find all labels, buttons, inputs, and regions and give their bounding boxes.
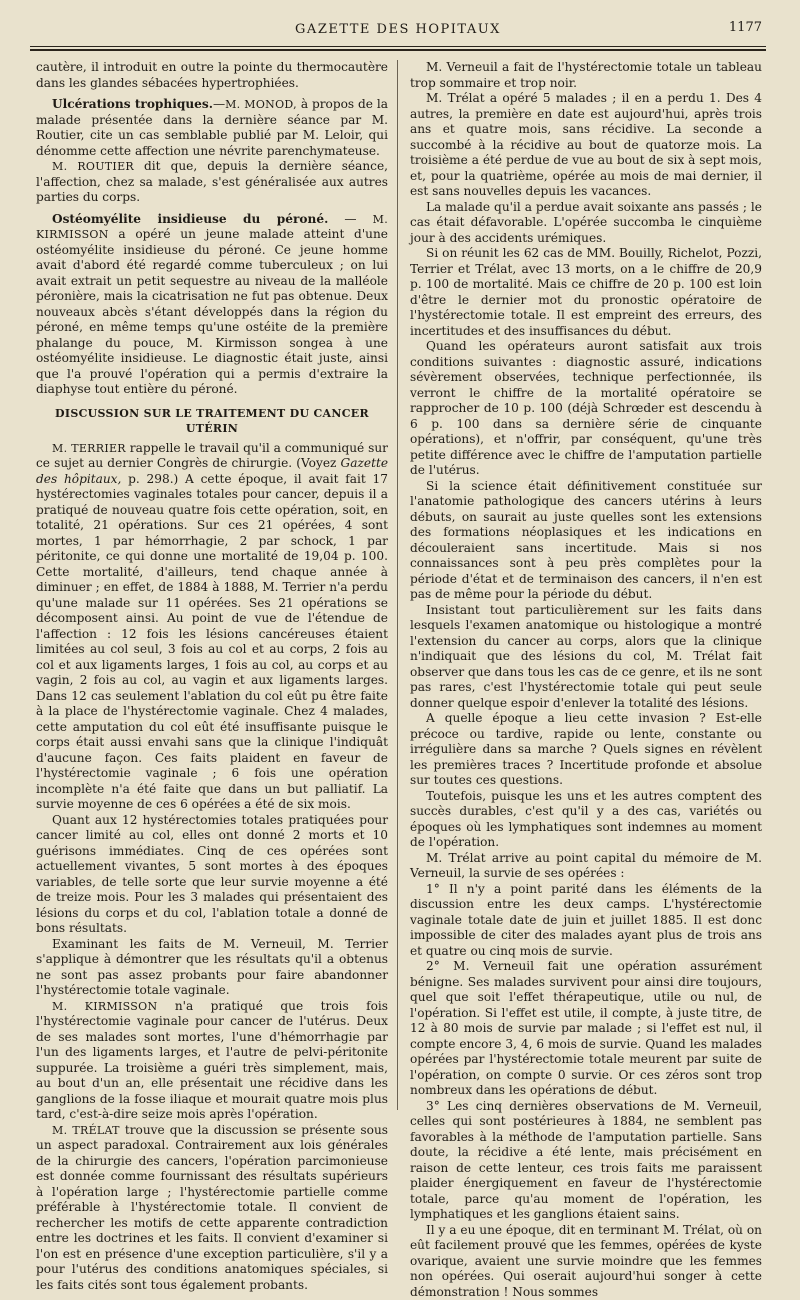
paragraph: La malade qu'il a perdue avait soixante ans passés ; le cas était défavorable. L'opérée succomba le cinquième jour à des accidents urémiques.: [410, 200, 762, 247]
left-column: [36, 60, 388, 1293]
section-title: Ostéomyélite insidieuse du péroné.: [52, 212, 328, 226]
page-number: 1177: [729, 20, 762, 35]
speaker-name: M. ROUTIER: [52, 160, 134, 173]
paragraph: Examinant les faits de M. Verneuil, M. Terrier s'applique à démontrer que les résultats qu'il a obtenus ne sont pas assez probants pour faire abandonner l'hystérectomie totale vaginale.: [36, 937, 388, 999]
trelat-paragraph: M. TRÉLAT trouve que la discussion se présente sous un aspect paradoxal. Contrairement aux lois générales de la chirurgie des cancers, l'opération parcimonieuse est donnée comme fournissant des résultats supérieurs à l'opération large ; l'hystérectomie partielle comme préférable à l'hystérectomie totale. Il convient de rechercher les motifs de cette apparente contradiction entre les doctrines et les faits. Il convient d'examiner si l'on est en présence d'une exception particulière, s'il y a pour l'utérus des conditions anatomiques spéciales, si les faits cités sont tous également probants.: [36, 1123, 388, 1294]
paragraph: 1° Il n'y a point parité dans les éléments de la discussion entre les deux camps. L'hystérectomie vaginale totale date de juin et juillet 1885. Il est donc impossible de citer des malades ayant plus de trois ans et quatre ou cinq mois de survie.: [410, 882, 762, 960]
paragraph: Quant aux 12 hystérectomies totales pratiquées pour cancer limité au col, elles ont donné 2 morts et 10 guérisons immédiates. Cinq de ces opérées sont actuellement vivantes, 5 sont mortes à des époques variables, de telle sorte que leur survie moyenne a été de treize mois. Pour les 3 malades qui présentaient des lésions du corps et du col, l'ablation totale a donné de bons résultats.: [36, 813, 388, 937]
paragraph: 3° Les cinq dernières observations de M. Verneuil, celles qui sont postérieures à 1884, ne semblent pas favorables à la méthode de l'amputation partielle. Sans doute, la récidive a été lente, mais précisément en raison de cette lenteur, ces trois faits me paraissent plaider énergiquement en faveur de l'hystérectomie totale, parce qu'au moment de l'opération, les lymphatiques et les ganglions étaient sains.: [410, 1099, 762, 1223]
header-rule-thick: [30, 49, 766, 51]
paragraph: Si la science était définitivement constituée sur l'anatomie pathologique des cancers utérins à leurs débuts, on saurait au juste quelles sont les extensions des formations néoplasiques et les indications en découleraient sans incertitude. Mais si nos connaissances sont à peu près complètes pour la période d'état et de terminaison des cancers, il n'en est pas de même pour la période du début.: [410, 479, 762, 603]
speaker-name: M. TRÉLAT: [52, 1124, 120, 1137]
routier-paragraph: M. ROUTIER dit que, depuis la dernière séance, l'affection, chez sa malade, s'est généralisée aux autres parties du corps.: [36, 159, 388, 206]
speaker-name: M. KIRMISSON: [36, 213, 388, 242]
paragraph: M. Verneuil a fait de l'hystérectomie totale un tableau trop sommaire et trop noir.: [410, 60, 762, 91]
speaker-name: M. TERRIER: [52, 442, 126, 455]
osteomyelite-paragraph: Ostéomyélite insidieuse du péroné. — M. KIRMISSON a opéré un jeune malade atteint d'une ostéomyélite insidieuse du péroné. Ce jeune homme avait d'abord été regardé comme tuberculeux ; on lui avait extrait un petit sequestre au niveau de la malléole péronière, mais la cicatrisation ne fut pas obtenue. Deux nouveaux abcès s'étant développés dans la région du péroné, en même temps qu'une ostéite de la première phalange du pouce, M. Kirmisson songea à une ostéomyélite insidieuse. Le diagnostic était juste, ainsi que l'a prouvé l'opération qui a permis d'extraire la diaphyse tout entière du péroné.: [36, 212, 388, 398]
speaker-name: M. MONOD,: [225, 98, 297, 111]
paragraph: Toutefois, puisque les uns et les autres comptent des succès durables, c'est qu'il y a des cas, variétés ou époques où les lymphatiques sont indemnes au moment de l'opération.: [410, 789, 762, 851]
column-divider: [397, 60, 398, 1110]
page-header: [30, 18, 766, 44]
header-rule-thin: [30, 46, 766, 47]
journal-reference: Gazette des hôpitaux,: [36, 456, 388, 486]
ulcerations-paragraph: Ulcérations trophiques.—M. MONOD, à propos de la malade présentée dans la dernière séance par M. Routier, cite un cas semblable publié par M. Leloir, qui dénomme cette affection une névrite parenchymateuse.: [36, 97, 388, 159]
running-title: GAZETTE DES HOPITAUX: [30, 22, 766, 37]
section-title: Ulcérations trophiques.: [52, 97, 213, 111]
paragraph: Il y a eu une époque, dit en terminant M. Trélat, où on eût facilement prouvé que les femmes, opérées de kyste ovarique, avaient une survie moindre que les femmes non opérées. Qui oserait aujourd'hui songer à cette démonstration ! Nous sommes: [410, 1223, 762, 1300]
speaker-name: M. KIRMISSON: [52, 1000, 157, 1013]
paragraph: cautère, il introduit en outre la pointe du thermocautère dans les glandes sébacées hypertrophiées.: [36, 60, 388, 91]
section-heading: DISCUSSION SUR LE TRAITEMENT DU CANCER UTÉRIN: [36, 406, 388, 437]
paragraph: M. Trélat arrive au point capital du mémoire de M. Verneuil, la survie de ses opérées :: [410, 851, 762, 882]
paragraph: Si on réunit les 62 cas de MM. Bouilly, Richelot, Pozzi, Terrier et Trélat, avec 13 morts, on a le chiffre de 20,9 p. 100 de mortalité. Mais ce chiffre de 20 p. 100 est loin d'être le dernier mot du pronostic opératoire de l'hystérectomie totale. Il est empreint des erreurs, des incertitudes et des insuffisances du début.: [410, 246, 762, 339]
paragraph: A quelle époque a lieu cette invasion ? Est-elle précoce ou tardive, rapide ou lente, constante ou irrégulière dans sa marche ? Quels signes en révèlent les premières traces ? Incertitude profonde et absolue sur toutes ces questions.: [410, 711, 762, 789]
paragraph: 2° M. Verneuil fait une opération assurément bénigne. Ses malades survivent pour ainsi dire toujours, quel que soit l'effet thérapeutique, utile ou nul, de l'opération. Si l'effet est utile, il compte, à juste titre, de 12 à 80 mois de survie par malade ; si l'effet est nul, il compte encore 3, 4, 6 mois de survie. Quand les malades opérées par l'hystérectomie totale meurent par suite de l'opération, on compte 0 survie. Or ces zéros sont trop nombreux dans les opérations de début.: [410, 959, 762, 1099]
paragraph: Insistant tout particulièrement sur les faits dans lesquels l'examen anatomique ou histologique a montré l'extension du cancer au corps, alors que la clinique n'indiquait que des lésions du col, M. Trélat fait observer que dans tous les cas de ce genre, et ils ne sont pas rares, c'est l'hystérectomie totale qui peut seule donner quelque espoir d'enlever la totalité des lésions.: [410, 603, 762, 712]
right-column: [410, 60, 762, 1300]
paragraph: M. Trélat a opéré 5 malades ; il en a perdu 1. Des 4 autres, la première en date est aujourd'hui, après trois ans et quatre mois, sans récidive. La seconde a succombé à la récidive au bout de quatorze mois. La troisième a été perdue de vue au bout de six à sept mois, et, pour la quatrième, opérée au mois de mai dernier, il est sans nouvelles depuis les vacances.: [410, 91, 762, 200]
paragraph: Quand les opérateurs auront satisfait aux trois conditions suivantes : diagnostic assuré, indications sévèrement observées, technique perfectionnée, ils verront le chiffre de la mortalité opératoire se rapprocher de 10 p. 100 (déjà Schrœder est descendu à 6 p. 100 dans sa dernière série de cinquante opérations), et n'offrir, par conséquent, qu'une très petite différence avec le chiffre de l'amputation partielle de l'utérus.: [410, 339, 762, 479]
terrier-paragraph: M. TERRIER rappelle le travail qu'il a communiqué sur ce sujet au dernier Congrès de chirurgie. (Voyez Gazette des hôpitaux, p. 298.) A cette époque, il avait fait 17 hystérectomies vaginales totales pour cancer, depuis il a pratiqué de nouveau quatre fois cette opération, soit, en totalité, 21 opérations. Sur ces 21 opérées, 4 sont mortes, 1 par hémorrhagie, 2 par schock, 1 par péritonite, ce qui donne une mortalité de 19,04 p. 100. Cette mortalité, d'ailleurs, tend chaque année à diminuer ; en effet, de 1884 à 1888, M. Terrier n'a perdu qu'une malade sur 11 opérées. Ses 21 opérations se décomposent ainsi. Au point de vue de l'étendue de l'affection : 12 fois les lésions cancéreuses étaient limitées au col seul, 3 fois au col et au corps, 2 fois au col et aux ligaments larges, 1 fois au col, au corps et au vagin, 2 fois au col, au vagin et aux ligaments larges. Dans 12 cas seulement l'ablation du col eût pu être faite à la place de l'hystérectomie vaginale. Chez 4 malades, cette amputation du col eût été insuffisante puisque le corps était aussi envahi sans que la clinique l'indiquât d'aucune façon. Ces faits plaident en faveur de l'hystérectomie vaginale ; 6 fois une opération incomplète n'a été faite que dans un but palliatif. La survie moyenne de ces 6 opérées a été de six mois.: [36, 441, 388, 813]
kirmisson-paragraph: M. KIRMISSON n'a pratiqué que trois fois l'hystérectomie vaginale pour cancer de l'utérus. Deux de ses malades sont mortes, l'une d'hémorrhagie par l'un des ligaments larges, et l'autre de pelvi-péritonite suppurée. La troisième a guéri très simplement, mais, au bout d'un an, elle présentait une récidive dans les ganglions de la fosse iliaque et mourait quatre mois plus tard, c'est-à-dire seize mois après l'opération.: [36, 999, 388, 1123]
